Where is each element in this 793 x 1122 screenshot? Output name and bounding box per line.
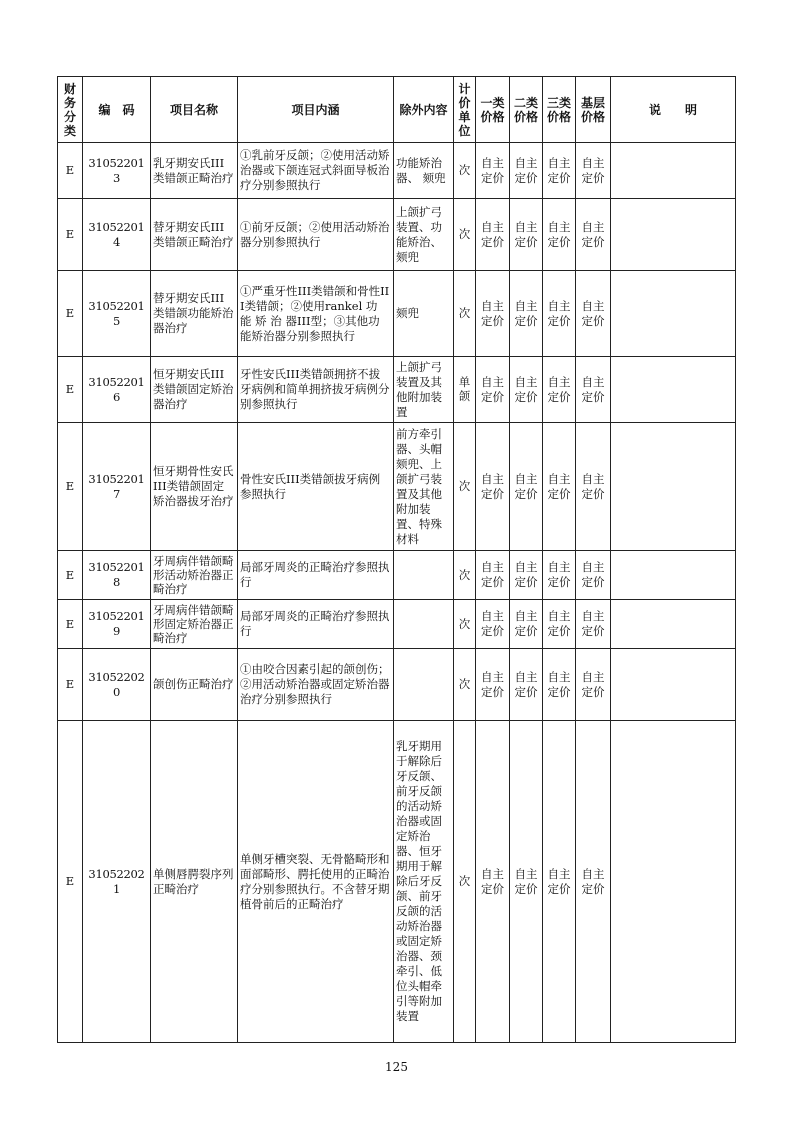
row-note [611, 649, 736, 721]
row-content: 局部牙周炎的正畸治疗参照执行 [238, 600, 394, 649]
table-row [58, 649, 736, 721]
row-price-base: 自主定价 [576, 649, 611, 721]
row-price3: 自主定价 [543, 721, 576, 1043]
row-price1: 自主定价 [476, 721, 510, 1043]
row-category: E [58, 600, 83, 649]
row-price3: 自主定价 [543, 143, 576, 199]
row-price3: 自主定价 [543, 357, 576, 423]
row-price2: 自主定价 [510, 600, 543, 649]
row-name: 牙周病伴错颌畸形固定矫治器正畸治疗 [151, 600, 238, 649]
row-exclusions: 上颌扩弓装置、功能矫治、颏兜 [394, 199, 454, 271]
row-content: 牙性安氏III类错颌拥挤不拔牙病例和简单拥挤拔牙病例分别参照执行 [238, 357, 394, 423]
price-table [57, 76, 736, 1043]
row-price-base: 自主定价 [576, 271, 611, 357]
row-category: E [58, 199, 83, 271]
table-row [58, 357, 736, 423]
header-unit: 计价单位 [454, 77, 476, 143]
row-category: E [58, 649, 83, 721]
row-note [611, 199, 736, 271]
row-price-base: 自主定价 [576, 600, 611, 649]
row-unit: 次 [454, 143, 476, 199]
row-exclusions [394, 551, 454, 600]
row-price1: 自主定价 [476, 357, 510, 423]
row-code: 310522020 [83, 649, 151, 721]
row-price-base: 自主定价 [576, 721, 611, 1043]
row-exclusions: 颏兜 [394, 271, 454, 357]
row-price1: 自主定价 [476, 649, 510, 721]
header-note: 说 明 [611, 77, 736, 143]
row-exclusions [394, 600, 454, 649]
header-row [58, 77, 736, 143]
row-content: 局部牙周炎的正畸治疗参照执行 [238, 551, 394, 600]
row-price1: 自主定价 [476, 199, 510, 271]
header-exclusions: 除外内容 [394, 77, 454, 143]
row-unit: 次 [454, 551, 476, 600]
row-price3: 自主定价 [543, 271, 576, 357]
row-price2: 自主定价 [510, 721, 543, 1043]
row-price-base: 自主定价 [576, 199, 611, 271]
row-price2: 自主定价 [510, 649, 543, 721]
page-number: 125 [385, 1060, 408, 1074]
row-code: 310522019 [83, 600, 151, 649]
table-row [58, 600, 736, 649]
row-price3: 自主定价 [543, 423, 576, 551]
table-row [58, 199, 736, 271]
row-content: ①由咬合因素引起的颌创伤；②用活动矫治器或固定矫治器治疗分别参照执行 [238, 649, 394, 721]
row-price1: 自主定价 [476, 600, 510, 649]
row-name: 替牙期安氏III类错颌正畸治疗 [151, 199, 238, 271]
row-price2: 自主定价 [510, 423, 543, 551]
row-content: ①乳前牙反颌；②使用活动矫治器或下颌连冠式斜面导板治疗分别参照执行 [238, 143, 394, 199]
row-note [611, 423, 736, 551]
row-price2: 自主定价 [510, 271, 543, 357]
row-exclusions: 上颌扩弓装置及其他附加装置 [394, 357, 454, 423]
header-price2: 二类价格 [510, 77, 543, 143]
table-row [58, 721, 736, 1043]
row-price2: 自主定价 [510, 357, 543, 423]
header-name: 项目名称 [151, 77, 238, 143]
row-unit: 次 [454, 649, 476, 721]
row-code: 310522014 [83, 199, 151, 271]
row-code: 310522015 [83, 271, 151, 357]
row-content: ①严重牙性III类错颌和骨性III类错颌；②使用rankel 功 能 矫 治 器III型；③其他功能矫治器分别参照执行 [238, 271, 394, 357]
row-note [611, 551, 736, 600]
row-category: E [58, 357, 83, 423]
row-price1: 自主定价 [476, 551, 510, 600]
row-price2: 自主定价 [510, 199, 543, 271]
row-unit [454, 357, 476, 423]
row-price2: 自主定价 [510, 551, 543, 600]
table-row [58, 271, 736, 357]
row-content: ①前牙反颌；②使用活动矫治器分别参照执行 [238, 199, 394, 271]
row-price3: 自主定价 [543, 600, 576, 649]
row-unit: 次 [454, 423, 476, 551]
row-price-base: 自主定价 [576, 357, 611, 423]
row-note [611, 721, 736, 1043]
row-unit: 次 [454, 199, 476, 271]
row-name: 单侧唇腭裂序列正畸治疗 [151, 721, 238, 1043]
table-row [58, 143, 736, 199]
row-unit: 次 [454, 721, 476, 1043]
header-price3: 三类价格 [543, 77, 576, 143]
row-name: 牙周病伴错颌畸形活动矫治器正畸治疗 [151, 551, 238, 600]
row-unit: 次 [454, 600, 476, 649]
row-content: 骨性安氏III类错颌拔牙病例参照执行 [238, 423, 394, 551]
row-code: 310522021 [83, 721, 151, 1043]
row-category: E [58, 423, 83, 551]
table-row [58, 423, 736, 551]
row-price-base: 自主定价 [576, 423, 611, 551]
row-category: E [58, 551, 83, 600]
row-name: 恒牙期骨性安氏III类错颌固定矫治器拔牙治疗 [151, 423, 238, 551]
row-unit-text: 单颌 [458, 375, 471, 403]
header-category: 财务分类 [58, 77, 83, 143]
row-category: E [58, 271, 83, 357]
row-note [611, 143, 736, 199]
row-code: 310522018 [83, 551, 151, 600]
row-note [611, 357, 736, 423]
row-code: 310522017 [83, 423, 151, 551]
header-code: 编 码 [83, 77, 151, 143]
row-exclusions [394, 649, 454, 721]
row-price3: 自主定价 [543, 551, 576, 600]
row-content: 单侧牙槽突裂、无骨骼畸形和面部畸形、腭托使用的正畸治疗分别参照执行。不含替牙期植骨前后的正畸治疗 [238, 721, 394, 1043]
header-price-base: 基层价格 [576, 77, 611, 143]
header-content: 项目内涵 [238, 77, 394, 143]
row-note [611, 271, 736, 357]
row-price2: 自主定价 [510, 143, 543, 199]
row-category: E [58, 721, 83, 1043]
row-code: 310522013 [83, 143, 151, 199]
row-exclusions: 功能矫治器、 颏兜 [394, 143, 454, 199]
row-price3: 自主定价 [543, 199, 576, 271]
row-name: 颌创伤正畸治疗 [151, 649, 238, 721]
row-exclusions: 前方牵引器、头帽颏兜、上颌扩弓装置及其他附加装置、特殊材料 [394, 423, 454, 551]
row-name: 恒牙期安氏III类错颌固定矫治器治疗 [151, 357, 238, 423]
row-code: 310522016 [83, 357, 151, 423]
table-row [58, 551, 736, 600]
row-price1: 自主定价 [476, 143, 510, 199]
row-name: 乳牙期安氏III类错颌正畸治疗 [151, 143, 238, 199]
row-exclusions: 乳牙期用于解除后牙反颌、前牙反颌的活动矫治器或固定矫治器、恒牙期用于解除后牙反颌、前牙反颌的活动矫治器或固定矫治器、颈牵引、低位头帽牵引等附加装置 [394, 721, 454, 1043]
row-price1: 自主定价 [476, 271, 510, 357]
row-unit: 次 [454, 271, 476, 357]
row-note [611, 600, 736, 649]
row-name: 替牙期安氏III类错颌功能矫治器治疗 [151, 271, 238, 357]
row-category: E [58, 143, 83, 199]
row-price-base: 自主定价 [576, 143, 611, 199]
row-price3: 自主定价 [543, 649, 576, 721]
row-price-base: 自主定价 [576, 551, 611, 600]
row-price1: 自主定价 [476, 423, 510, 551]
header-price1: 一类价格 [476, 77, 510, 143]
